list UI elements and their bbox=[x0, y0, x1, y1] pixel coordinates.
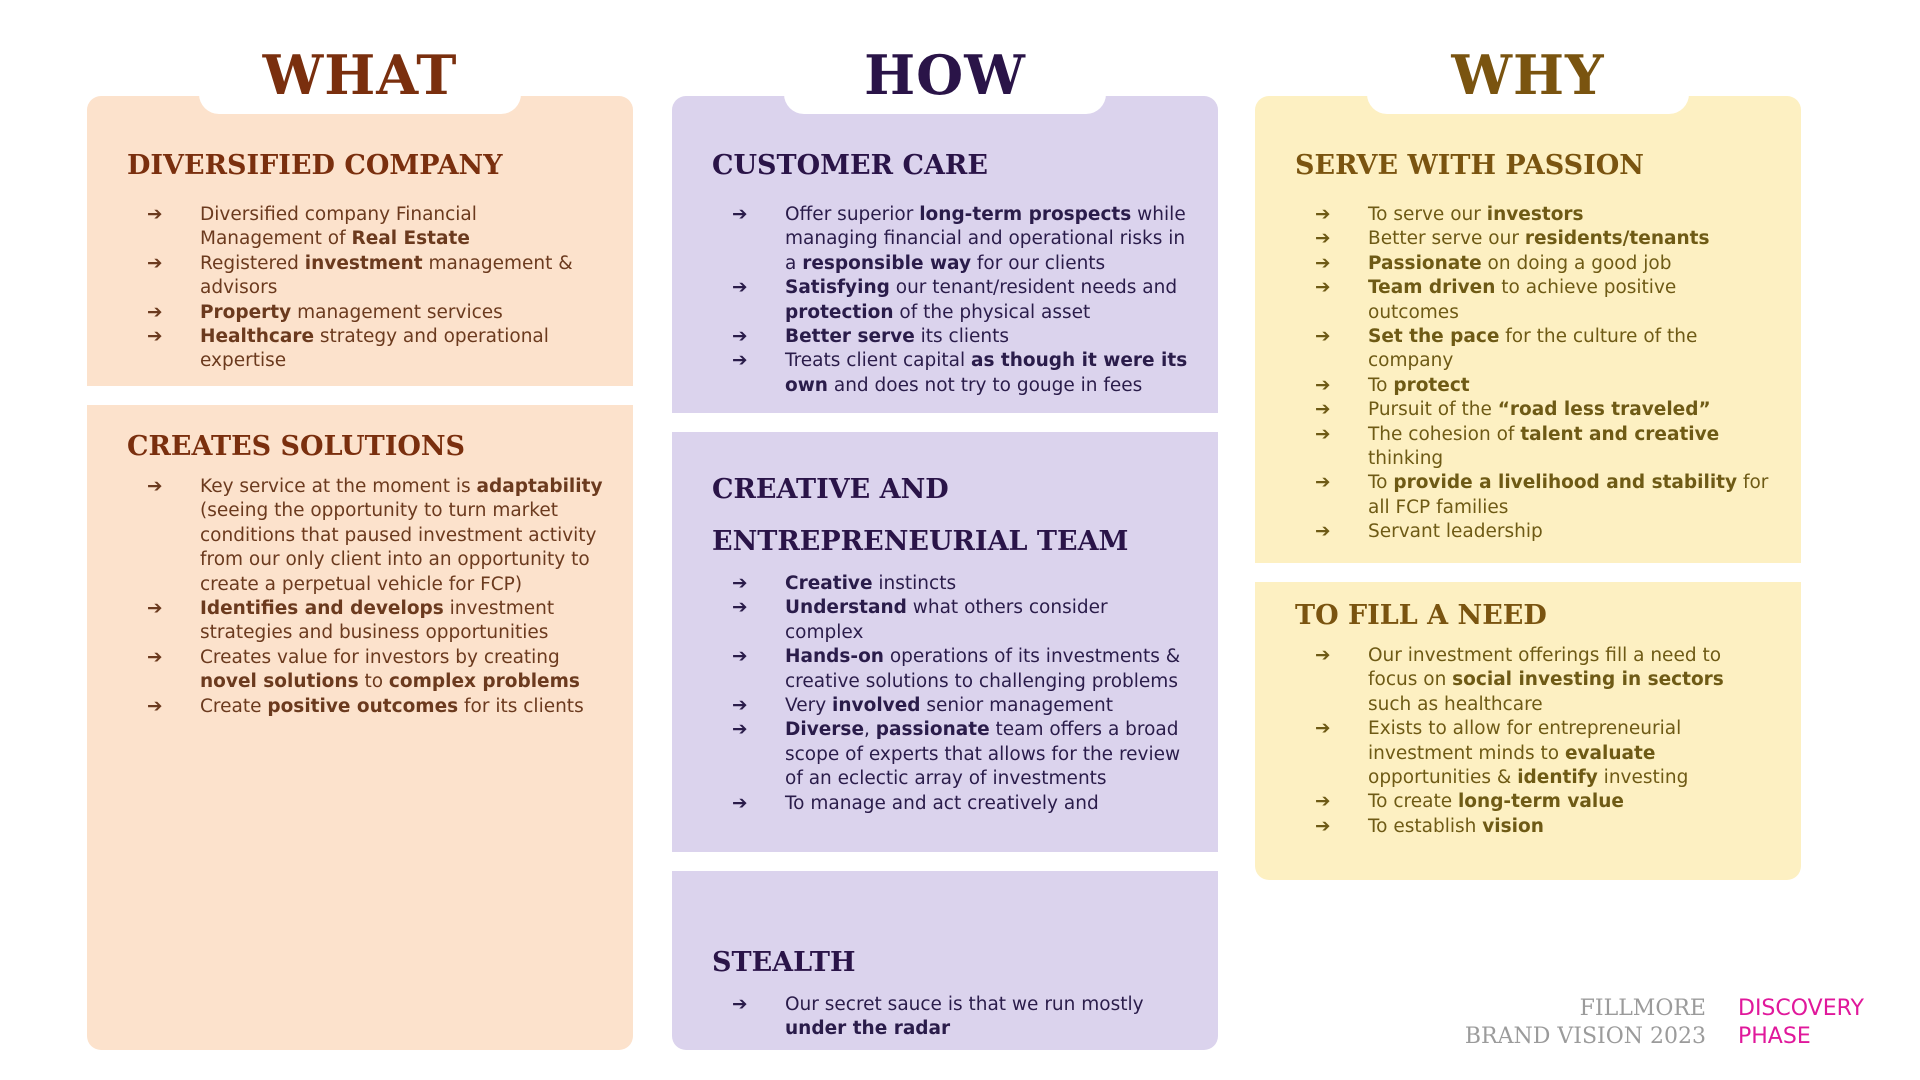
arrow-right-icon: ➔ bbox=[147, 252, 163, 274]
emphasis-text: investment bbox=[304, 252, 423, 274]
arrow-right-icon: ➔ bbox=[147, 646, 163, 668]
list-item: ➔ Creative instincts bbox=[712, 572, 1188, 596]
card-creative-entrepreneurial-team bbox=[672, 432, 1218, 852]
arrow-right-icon: ➔ bbox=[732, 326, 748, 348]
footer-phase bbox=[1738, 995, 1864, 1051]
list-item: ➔ Identifies and develops investment strategies and business opportunities bbox=[147, 598, 555, 644]
card-title: CUSTOMER CARE bbox=[712, 150, 988, 181]
list-item: ➔ Better serve our residents/tenants bbox=[1295, 227, 1771, 251]
arrow-right-icon: ➔ bbox=[1315, 204, 1331, 225]
list-item: ➔ Create positive outcomes for its clients bbox=[127, 695, 603, 719]
list-item: ➔ Diversified company Financial Management of Real Estate bbox=[147, 204, 477, 250]
arrow-right-icon: ➔ bbox=[147, 476, 163, 497]
emphasis-text: social investing in sectors bbox=[1452, 669, 1724, 691]
emphasis-text: investors bbox=[1486, 204, 1584, 225]
emphasis-text: under the radar bbox=[785, 1018, 951, 1040]
list-item: ➔ To create long-term value bbox=[1295, 790, 1771, 814]
list-item: ➔ To manage and act creatively and bbox=[712, 792, 1188, 816]
emphasis-text: Property bbox=[200, 301, 292, 323]
emphasis-text: evaluate bbox=[1564, 742, 1656, 764]
arrow-right-icon: ➔ bbox=[732, 695, 748, 717]
list-item: ➔ Servant leadership bbox=[1295, 520, 1771, 544]
card-serve-with-passion bbox=[1255, 96, 1801, 563]
arrow-right-icon: ➔ bbox=[1315, 228, 1331, 250]
arrow-right-icon: ➔ bbox=[147, 598, 163, 620]
arrow-right-icon: ➔ bbox=[147, 301, 163, 323]
list-item: ➔ Treats client capital as though it were its own and does not try to gouge in fees bbox=[732, 350, 1188, 396]
emphasis-text: talent and creative bbox=[1520, 423, 1720, 445]
list-item: ➔ Team driven to achieve positive outcomes bbox=[1315, 277, 1677, 323]
arrow-right-icon: ➔ bbox=[1315, 718, 1331, 740]
list-item: ➔ Satisfying our tenant/resident needs and protection of the physical asset bbox=[732, 277, 1178, 323]
list-item: ➔ To provide a livelihood and stability for all FCP families bbox=[1315, 472, 1769, 518]
arrow-right-icon: ➔ bbox=[1315, 326, 1331, 348]
arrow-right-icon: ➔ bbox=[1315, 374, 1331, 396]
column-title-what: WHAT bbox=[262, 43, 458, 107]
emphasis-text: “road less traveled” bbox=[1497, 399, 1711, 421]
emphasis-text: identify bbox=[1517, 767, 1598, 789]
bullet-list bbox=[712, 993, 1188, 1042]
list-item: ➔ Registered investment management & advisors bbox=[147, 252, 573, 299]
emphasis-text: adaptability bbox=[476, 476, 603, 497]
emphasis-text: Real Estate bbox=[351, 228, 470, 250]
emphasis-text: long-term value bbox=[1457, 791, 1624, 813]
bullet-list bbox=[127, 475, 603, 719]
emphasis-text: Satisfying bbox=[785, 277, 890, 299]
arrow-right-icon: ➔ bbox=[732, 573, 748, 594]
arrow-right-icon: ➔ bbox=[732, 350, 748, 372]
card-customer-care bbox=[672, 96, 1218, 413]
arrow-right-icon: ➔ bbox=[1315, 521, 1331, 543]
emphasis-text: Creative bbox=[785, 573, 873, 594]
emphasis-text: novel solutions bbox=[200, 671, 359, 693]
list-item: ➔ Set the pace for the culture of the company bbox=[1315, 326, 1698, 372]
emphasis-text: vision bbox=[1482, 815, 1544, 837]
arrow-right-icon: ➔ bbox=[147, 204, 163, 225]
card-title: CREATES SOLUTIONS bbox=[127, 431, 466, 462]
arrow-right-icon: ➔ bbox=[732, 792, 748, 814]
arrow-right-icon: ➔ bbox=[732, 597, 748, 619]
column-title-why: WHY bbox=[1451, 43, 1605, 107]
card-diversified-company bbox=[87, 96, 633, 386]
emphasis-text: protection bbox=[785, 301, 894, 323]
arrow-right-icon: ➔ bbox=[1315, 791, 1331, 813]
emphasis-text: protect bbox=[1393, 374, 1470, 396]
arrow-right-icon: ➔ bbox=[732, 204, 748, 225]
emphasis-text: Passionate bbox=[1368, 252, 1482, 274]
footer-phase-line: DISCOVERY bbox=[1738, 996, 1864, 1021]
list-item: ➔ Understand what others consider complex bbox=[732, 597, 1108, 643]
arrow-right-icon: ➔ bbox=[732, 277, 748, 299]
emphasis-text: residents/tenants bbox=[1524, 228, 1710, 250]
card-title: DIVERSIFIED COMPANY bbox=[127, 150, 503, 181]
list-item: ➔ Property management services bbox=[127, 301, 603, 325]
list-item: ➔ Offer superior long-term prospects while managing financial and operational risks in a responsible way for our clients bbox=[732, 204, 1186, 274]
arrow-right-icon: ➔ bbox=[147, 695, 163, 717]
arrow-right-icon: ➔ bbox=[1315, 815, 1331, 837]
footer-phase-line: PHASE bbox=[1738, 1024, 1811, 1049]
list-item: ➔ Exists to allow for entrepreneurial investment minds to evaluate opportunities & identify investing bbox=[1315, 718, 1689, 789]
arrow-right-icon: ➔ bbox=[1315, 423, 1331, 445]
emphasis-text: positive outcomes bbox=[267, 695, 459, 717]
list-item: ➔ Pursuit of the “road less traveled” bbox=[1295, 398, 1771, 422]
emphasis-text: Team driven bbox=[1368, 277, 1496, 299]
emphasis-text: Set the pace bbox=[1368, 326, 1500, 348]
list-item: ➔ The cohesion of talent and creative thinking bbox=[1315, 423, 1720, 470]
list-item: ➔ Our investment offerings fill a need to focus on social investing in sectors such as healthcare bbox=[1315, 645, 1724, 715]
bullet-list bbox=[712, 572, 1188, 816]
arrow-right-icon: ➔ bbox=[1315, 252, 1331, 274]
column-title-how: HOW bbox=[864, 43, 1026, 107]
emphasis-text: responsible way bbox=[802, 252, 972, 274]
list-item: ➔ Hands-on operations of its investments & creative solutions to challenging problems bbox=[732, 646, 1181, 692]
card-stealth bbox=[672, 871, 1218, 1050]
arrow-right-icon: ➔ bbox=[1315, 277, 1331, 299]
emphasis-text: as though it were its own bbox=[785, 350, 1188, 396]
card-title: SERVE WITH PASSION bbox=[1295, 150, 1644, 181]
emphasis-text: involved bbox=[832, 695, 921, 717]
emphasis-text: provide a livelihood and stability bbox=[1393, 472, 1738, 494]
bullet-list bbox=[1295, 203, 1771, 545]
arrow-right-icon: ➔ bbox=[1315, 645, 1331, 666]
bullet-list bbox=[127, 203, 603, 374]
list-item: ➔ Healthcare strategy and operational expertise bbox=[147, 326, 549, 372]
emphasis-text: Healthcare bbox=[200, 326, 314, 348]
card-title: STEALTH bbox=[712, 947, 856, 978]
list-item: ➔ Diverse, passionate team offers a broad scope of experts that allows for the review of an eclectic array of investments bbox=[732, 719, 1181, 790]
list-item: ➔ Creates value for investors by creating novel solutions to complex problems bbox=[147, 646, 580, 693]
emphasis-text: passionate bbox=[875, 719, 990, 741]
arrow-right-icon: ➔ bbox=[1315, 472, 1331, 494]
arrow-right-icon: ➔ bbox=[732, 646, 748, 668]
list-item: ➔ To protect bbox=[1295, 374, 1771, 398]
card-title: CREATIVE AND ENTREPRENEURIAL TEAM bbox=[712, 474, 1129, 557]
list-item: ➔ To serve our investors bbox=[1295, 203, 1771, 227]
bullet-list bbox=[1295, 644, 1771, 839]
list-item: ➔ Very involved senior management bbox=[712, 694, 1188, 718]
arrow-right-icon: ➔ bbox=[732, 719, 748, 741]
emphasis-text: Hands-on bbox=[785, 646, 884, 668]
card-to-fill-a-need bbox=[1255, 582, 1801, 880]
list-item: ➔ Key service at the moment is adaptability (seeing the opportunity to turn market conditions that paused investment activity from our only client into an opportunity to create a perpetual vehicle for FCP) bbox=[147, 476, 603, 595]
footer-brand bbox=[1465, 995, 1706, 1051]
arrow-right-icon: ➔ bbox=[1315, 399, 1331, 421]
emphasis-text: Understand bbox=[785, 597, 907, 619]
emphasis-text: long-term prospects bbox=[919, 204, 1132, 225]
emphasis-text: Identifies and develops bbox=[200, 598, 444, 620]
arrow-right-icon: ➔ bbox=[732, 994, 748, 1015]
footer-brand-line: FILLMORE bbox=[1579, 996, 1706, 1021]
bullet-list bbox=[712, 203, 1188, 398]
list-item: ➔ To establish vision bbox=[1295, 815, 1771, 839]
list-item: ➔ Passionate on doing a good job bbox=[1295, 252, 1771, 276]
list-item: ➔ Our secret sauce is that we run mostly under the radar bbox=[732, 994, 1144, 1040]
arrow-right-icon: ➔ bbox=[147, 326, 163, 348]
emphasis-text: complex problems bbox=[388, 671, 580, 693]
card-title: TO FILL A NEED bbox=[1295, 600, 1547, 631]
footer-brand-line: BRAND VISION 2023 bbox=[1464, 1024, 1706, 1049]
emphasis-text: Better serve bbox=[785, 326, 915, 348]
card-creates-solutions bbox=[87, 405, 633, 1050]
emphasis-text: Diverse bbox=[785, 719, 864, 741]
list-item: ➔ Better serve its clients bbox=[712, 325, 1188, 349]
